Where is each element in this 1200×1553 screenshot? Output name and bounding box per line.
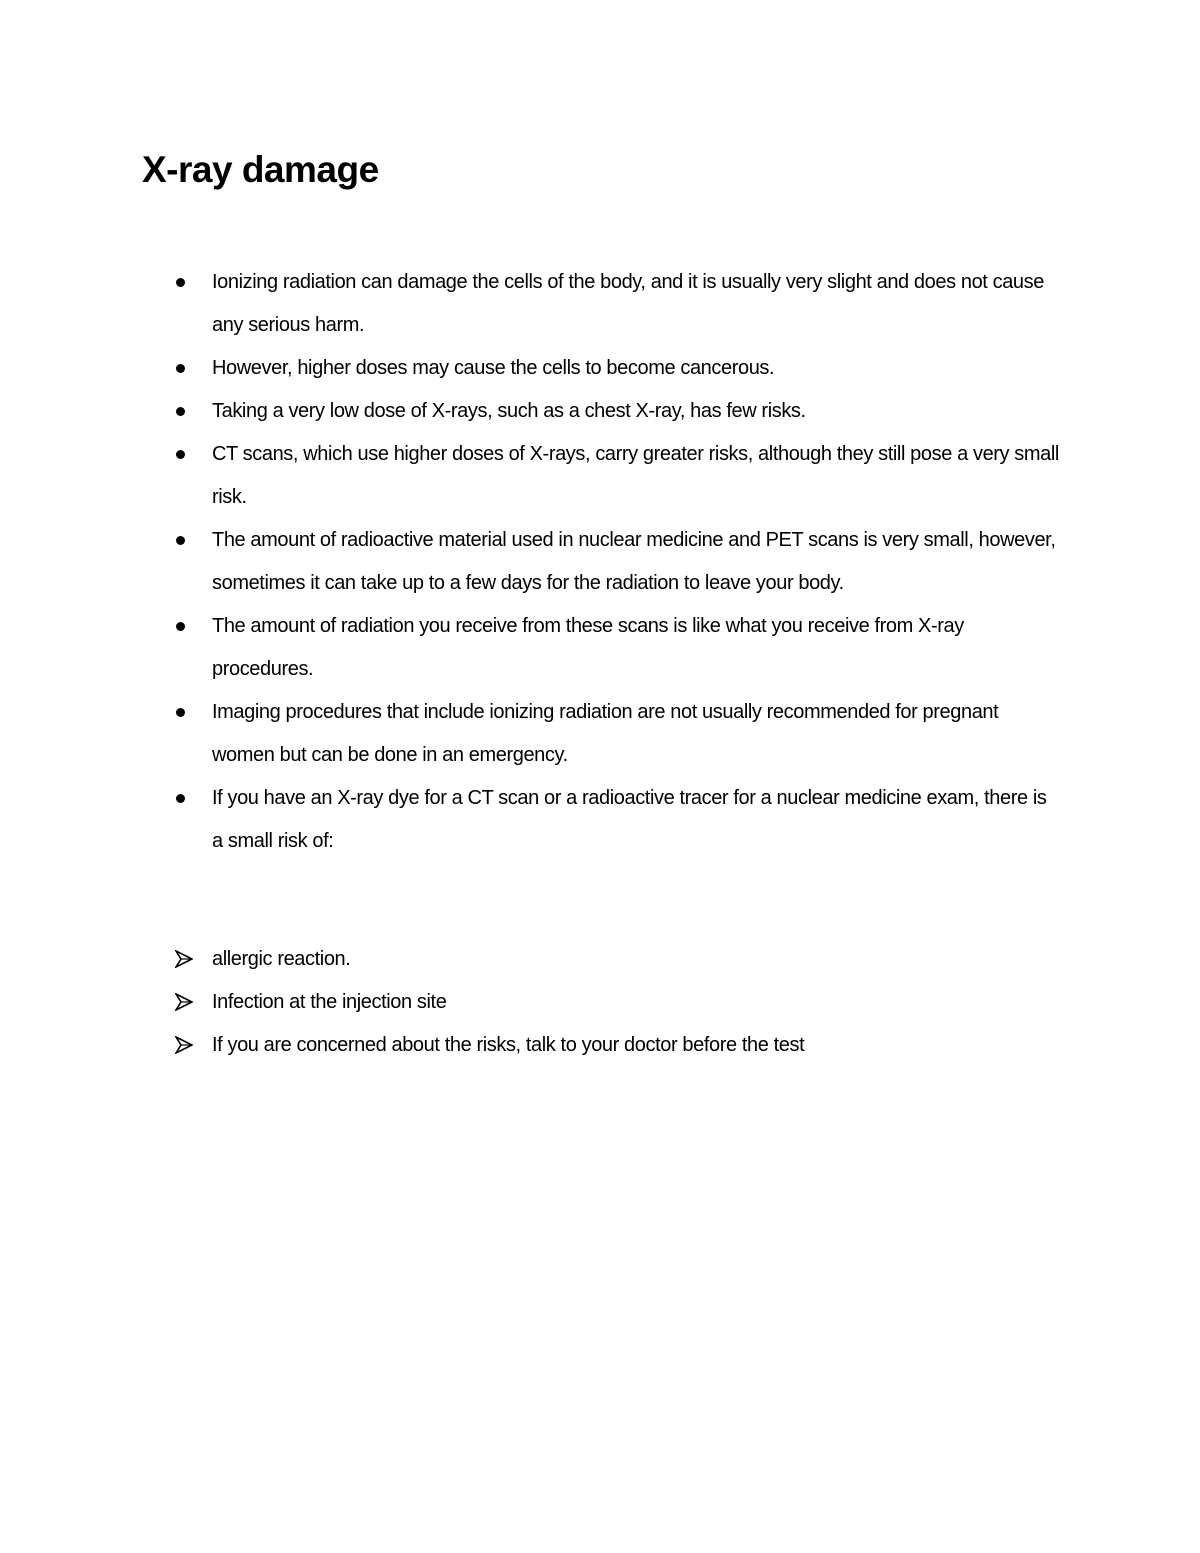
list-item [0,605,1062,691]
list-item [0,519,1062,605]
list-item [0,261,1062,347]
list-item-text: The amount of radiation you receive from these scans is like what you receive from X-ray procedures. [212,615,964,680]
risk-item [0,938,1062,981]
list-item-text: Imaging procedures that include ionizing radiation are not usually recommended for pregnant women but can be done in an emergency. [212,701,999,766]
bullet-icon [176,450,185,459]
list-item [0,777,1062,863]
risk-item-text: If you are concerned about the risks, talk to your doctor before the test [212,1034,805,1056]
list-item-text: Taking a very low dose of X-rays, such as a chest X-ray, has few risks. [212,400,806,422]
list-item [0,390,1062,433]
document-title: X-ray damage [142,149,379,190]
list-item-text: Ionizing radiation can damage the cells of the body, and it is usually very slight and does not cause any serious harm. [212,271,1044,336]
list-item [0,347,1062,390]
risk-item [0,981,1062,1024]
bullet-icon [176,278,185,287]
risk-item-text: allergic reaction. [212,948,351,970]
list-item [0,433,1062,519]
list-item [0,691,1062,777]
bullet-icon [176,536,185,545]
risk-item [0,1024,1062,1067]
risk-list [0,938,1200,1067]
arrowhead-bullet-icon [175,950,193,968]
bullet-icon [176,794,185,803]
list-item-text: CT scans, which use higher doses of X-rays, carry greater risks, although they still pose a very small risk. [212,443,1059,508]
bullet-icon [176,708,185,717]
bullet-list [0,261,1200,863]
arrowhead-bullet-icon [175,1036,193,1054]
arrowhead-bullet-icon [175,993,193,1011]
bullet-icon [176,622,185,631]
bullet-icon [176,407,185,416]
list-item-text: However, higher doses may cause the cells to become cancerous. [212,357,775,379]
list-item-text: If you have an X-ray dye for a CT scan or a radioactive tracer for a nuclear medicine exam, there is a small risk of: [212,787,1047,852]
bullet-icon [176,364,185,373]
list-item-text: The amount of radioactive material used in nuclear medicine and PET scans is very small, however, sometimes it can take up to a few days for the radiation to leave your body. [212,529,1056,594]
risk-item-text: Infection at the injection site [212,991,447,1013]
